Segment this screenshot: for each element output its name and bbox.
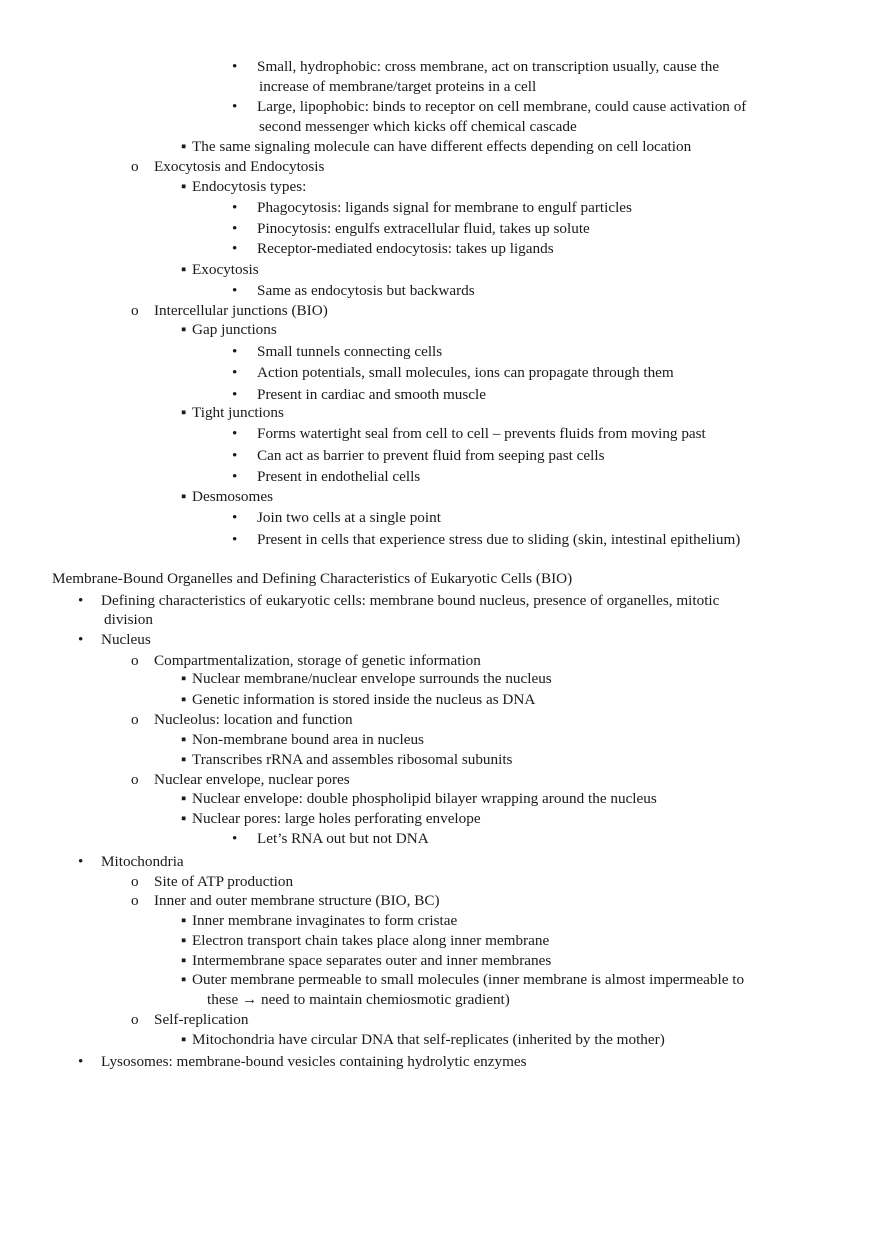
receptor-text: Receptor-mediated endocytosis: takes up ligands (257, 240, 554, 257)
bullet-marker: • (78, 631, 84, 648)
io-item-4: Outer membrane permeable to small molecules (inner membrane is almost impermeable to (192, 971, 745, 988)
signal-large-text: Large, lipophobic: binds to receptor on cell membrane, could cause activation of (257, 98, 747, 115)
envelope-text: Nuclear envelope, nuclear pores (154, 771, 350, 788)
bullet-marker: • (78, 1053, 84, 1070)
nucleolus-item-2: Transcribes rRNA and assembles ribosomal subunits (192, 751, 513, 768)
lysosomes-text: Lysosomes: membrane-bound vesicles containing hydrolytic enzymes (101, 1053, 527, 1070)
gap-item-3: Present in cardiac and smooth muscle (257, 386, 487, 403)
circle-marker: o (131, 652, 139, 669)
bullet-marker: • (232, 58, 238, 75)
square-marker: ▪ (181, 138, 187, 155)
envelope-item-2: Nuclear pores: large holes perforating envelope (192, 810, 481, 827)
atp-text: Site of ATP production (154, 873, 294, 890)
square-marker: ▪ (181, 731, 187, 748)
junctions-heading: Intercellular junctions (BIO) (154, 302, 328, 319)
gap-item-1: Small tunnels connecting cells (257, 343, 443, 360)
square-marker: ▪ (181, 691, 187, 708)
defining-text-cont: division (104, 611, 153, 628)
signal-small-text: Small, hydrophobic: cross membrane, act on transcription usually, cause the (257, 58, 720, 75)
circle-marker: o (131, 1011, 139, 1028)
io-item-3: Intermembrane space separates outer and inner membranes (192, 952, 552, 969)
bullet-marker: • (232, 98, 238, 115)
square-marker: ▪ (181, 932, 187, 949)
pinocytosis-text: Pinocytosis: engulfs extracellular fluid, takes up solute (257, 220, 590, 237)
self-replication-text: Self-replication (154, 1011, 249, 1028)
gap-item-2: Action potentials, small molecules, ions can propagate through them (257, 364, 674, 381)
nucleolus-text: Nucleolus: location and function (154, 711, 353, 728)
circle-marker: o (131, 158, 139, 175)
square-marker: ▪ (181, 321, 187, 338)
exo-endo-heading: Exocytosis and Endocytosis (154, 158, 325, 175)
bullet-marker: • (232, 220, 238, 237)
compart-item-2: Genetic information is stored inside the nucleus as DNA (192, 691, 536, 708)
square-marker: ▪ (181, 790, 187, 807)
gap-junctions-text: Gap junctions (192, 321, 277, 338)
bullet-marker: • (232, 199, 238, 216)
desmosomes-text: Desmosomes (192, 488, 273, 505)
bullet-marker: • (78, 853, 84, 870)
square-marker: ▪ (181, 261, 187, 278)
same-molecule-text: The same signaling molecule can have different effects depending on cell location (192, 138, 692, 155)
signal-small-text-cont: increase of membrane/target proteins in a cell (259, 78, 537, 95)
square-marker: ▪ (181, 178, 187, 195)
envelope-item-3: Let’s RNA out but not DNA (257, 830, 429, 847)
bullet-marker: • (232, 447, 238, 464)
io-item-2: Electron transport chain takes place along inner membrane (192, 932, 550, 949)
tight-item-2: Can act as barrier to prevent fluid from seeping past cells (257, 447, 605, 464)
square-marker: ▪ (181, 670, 187, 687)
nucleolus-item-1: Non-membrane bound area in nucleus (192, 731, 424, 748)
square-marker: ▪ (181, 971, 187, 988)
section-heading: Membrane-Bound Organelles and Defining Characteristics of Eukaryotic Cells (BIO) (52, 570, 573, 587)
signal-large-text-cont: second messenger which kicks off chemical cascade (259, 118, 577, 135)
bullet-marker: • (232, 240, 238, 257)
circle-marker: o (131, 302, 139, 319)
desmo-item-1: Join two cells at a single point (257, 509, 441, 526)
bullet-marker: • (232, 343, 238, 360)
bullet-marker: • (232, 531, 238, 548)
io-item-1: Inner membrane invaginates to form cristae (192, 912, 458, 929)
self-rep-item-1: Mitochondria have circular DNA that self-replicates (inherited by the mother) (192, 1031, 665, 1048)
tight-junctions-text: Tight junctions (192, 404, 284, 421)
square-marker: ▪ (181, 810, 187, 827)
compartmentalization-text: Compartmentalization, storage of genetic information (154, 652, 481, 669)
circle-marker: o (131, 771, 139, 788)
square-marker: ▪ (181, 952, 187, 969)
circle-marker: o (131, 873, 139, 890)
envelope-item-1: Nuclear envelope: double phospholipid bilayer wrapping around the nucleus (192, 790, 657, 807)
square-marker: ▪ (181, 751, 187, 768)
io-item-4-cont: these → need to maintain chemiosmotic gradient) (207, 991, 510, 1008)
bullet-marker: • (232, 425, 238, 442)
inner-outer-text: Inner and outer membrane structure (BIO, BC) (154, 892, 440, 909)
square-marker: ▪ (181, 1031, 187, 1048)
phagocytosis-text: Phagocytosis: ligands signal for membrane to engulf particles (257, 199, 632, 216)
bullet-marker: • (78, 592, 84, 609)
desmo-item-2: Present in cells that experience stress due to sliding (skin, intestinal epithelium) (257, 531, 741, 548)
mitochondria-heading: Mitochondria (101, 853, 184, 870)
nucleus-heading: Nucleus (101, 631, 151, 648)
bullet-marker: • (232, 282, 238, 299)
compart-item-1: Nuclear membrane/nuclear envelope surrounds the nucleus (192, 670, 552, 687)
circle-marker: o (131, 892, 139, 909)
tight-item-1: Forms watertight seal from cell to cell – prevents fluids from moving past (257, 425, 706, 442)
circle-marker: o (131, 711, 139, 728)
bullet-marker: • (232, 468, 238, 485)
bullet-marker: • (232, 830, 238, 847)
endo-types-text: Endocytosis types: (192, 178, 307, 195)
exocytosis-text: Exocytosis (192, 261, 259, 278)
bullet-marker: • (232, 364, 238, 381)
bullet-marker: • (232, 509, 238, 526)
square-marker: ▪ (181, 912, 187, 929)
square-marker: ▪ (181, 404, 187, 421)
tight-item-3: Present in endothelial cells (257, 468, 421, 485)
defining-text: Defining characteristics of eukaryotic cells: membrane bound nucleus, presence of organelles, mitotic (101, 592, 720, 609)
square-marker: ▪ (181, 488, 187, 505)
bullet-marker: • (232, 386, 238, 403)
exocytosis-desc: Same as endocytosis but backwards (257, 282, 475, 299)
